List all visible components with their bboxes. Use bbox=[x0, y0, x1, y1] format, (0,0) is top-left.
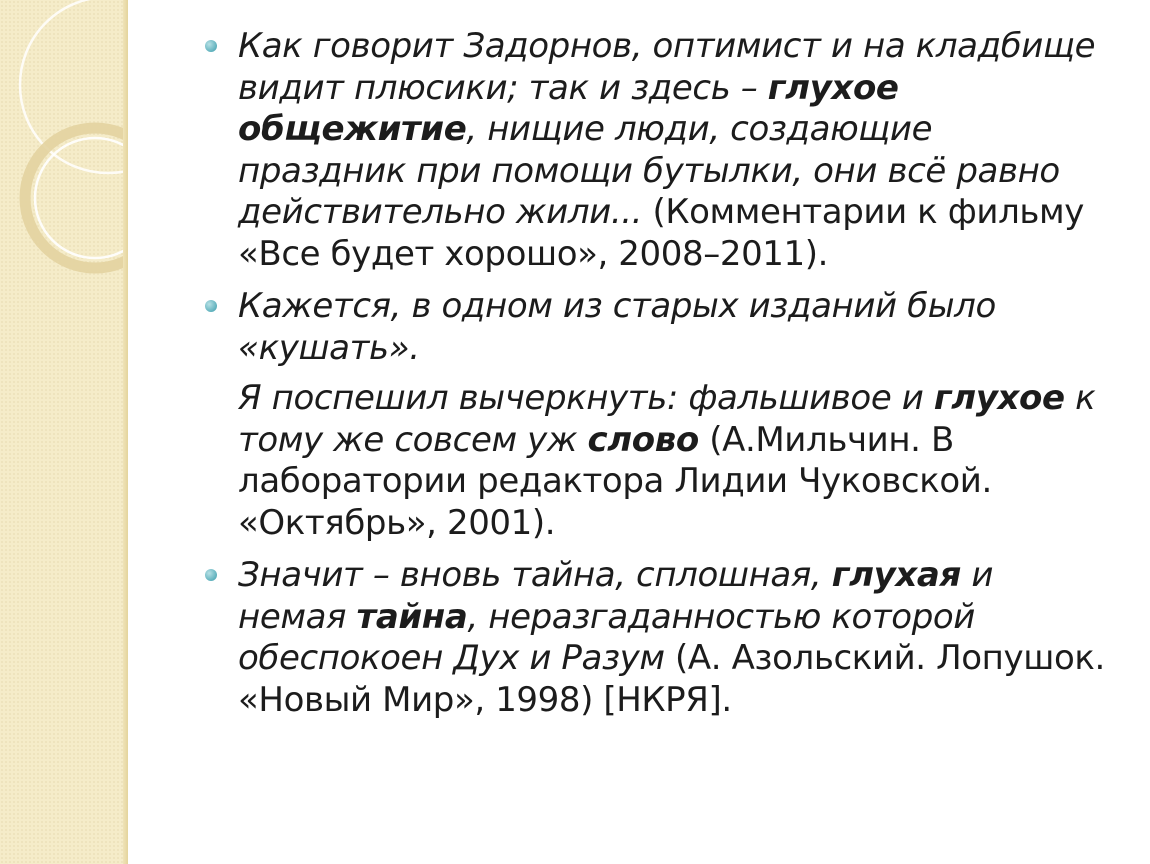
item-3-source: (А. Азольский. Лопушок. «Новый Мир», 1998) [НКРЯ]. bbox=[238, 638, 1105, 720]
item-2-quote-bold-b: слово bbox=[587, 419, 699, 460]
item-2-text: Кажется, в одном из старых изданий было «кушать». bbox=[238, 286, 996, 368]
band-edge bbox=[123, 0, 128, 864]
decorative-side-band bbox=[0, 0, 128, 864]
decorative-rings bbox=[0, 0, 128, 864]
item-3-bold-a: глухая bbox=[831, 555, 961, 595]
item-3-text-b: и немая bbox=[238, 555, 994, 637]
item-1-text-b: , нищие люди, создающие праздник при помощи бутылки, они всё равно действительно жили... bbox=[238, 109, 1060, 232]
item-2-quote-text-a: Я поспешил вычеркнуть: фальшивое и bbox=[238, 378, 924, 418]
item-3-bold-b: тайна bbox=[356, 596, 468, 637]
bullet-icon bbox=[205, 569, 217, 581]
item-2-quote-bold-a: глухое bbox=[933, 378, 1065, 418]
item-3-text-c: , неразгаданностью которой обеспокоен Дух и Разум bbox=[238, 596, 975, 678]
bullet-item-2 bbox=[205, 286, 1105, 369]
slide-content bbox=[205, 26, 1105, 721]
item-3-text-a: Значит – вновь тайна, сплошная, bbox=[238, 555, 822, 595]
bullet-icon bbox=[205, 40, 217, 52]
bullet-item-3 bbox=[205, 555, 1105, 721]
ring-middle-outer bbox=[25, 128, 128, 268]
item-2-quote bbox=[205, 378, 1105, 544]
item-2-quote-text-b: к тому же совсем уж bbox=[238, 378, 1096, 460]
item-1-bold-phrase: глухое общежитие bbox=[238, 67, 899, 149]
ring-middle-inner bbox=[35, 138, 128, 258]
ring-top bbox=[20, 0, 128, 173]
item-1-source: (Комментарии к фильму «Все будет хорошо», 2008–2011). bbox=[238, 192, 1085, 274]
item-1-text-a: Как говорит Задорнов, оптимист и на кладбище видит плюсики; так и здесь – bbox=[238, 26, 1096, 108]
bullet-item-1 bbox=[205, 26, 1105, 275]
bullet-icon bbox=[205, 300, 217, 312]
item-2-source: (А.Мильчин. В лаборатории редактора Лидии Чуковской. «Октябрь», 2001). bbox=[238, 419, 992, 543]
